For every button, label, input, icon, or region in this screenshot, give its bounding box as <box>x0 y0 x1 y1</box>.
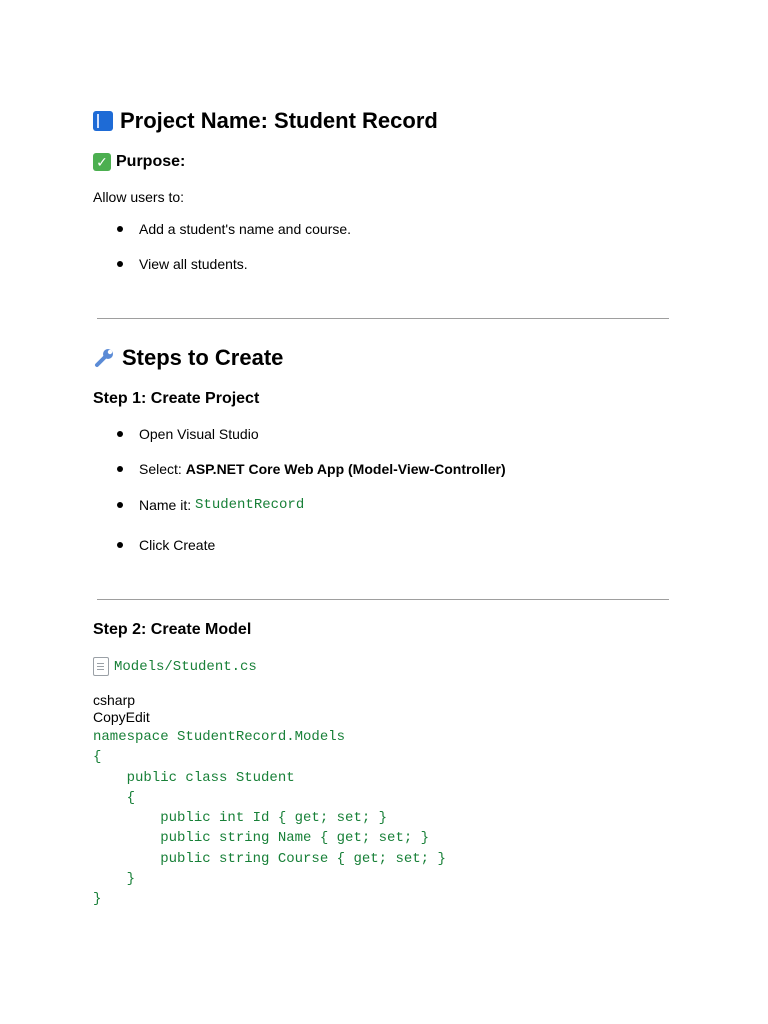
steps-heading <box>93 345 283 371</box>
file-path-text: Models/Student.cs <box>114 658 257 675</box>
purpose-heading-text: Purpose: <box>116 153 186 170</box>
steps-heading-text: Steps to Create <box>122 345 284 370</box>
code-language-label: csharp <box>93 692 136 708</box>
step1-item-prefix: Name it: <box>139 497 196 513</box>
model-file-path <box>93 657 257 676</box>
project-name-code: StudentRecord <box>195 497 305 513</box>
step1-item-text: Open Visual Studio <box>139 426 259 442</box>
step1-item-text: Click Create <box>139 537 216 553</box>
project-title-text: Project Name: Student Record <box>120 108 438 133</box>
bullet-dot <box>117 466 123 472</box>
purpose-item <box>117 256 248 272</box>
bullet-dot <box>117 261 123 267</box>
step1-item <box>117 537 215 553</box>
bullet-dot <box>117 431 123 437</box>
section-divider <box>97 318 669 319</box>
purpose-item <box>117 221 351 237</box>
step1-item <box>117 461 506 477</box>
purpose-item-text: Add a student's name and course. <box>139 221 352 237</box>
purpose-intro: Allow users to: <box>93 189 185 205</box>
project-title <box>93 108 438 134</box>
section-divider <box>97 599 669 600</box>
step1-item <box>117 426 259 442</box>
step1-item <box>117 497 304 513</box>
code-block: namespace StudentRecord.Models { public class Student { public int Id { get; set; } public string Name { get; set; } public string Course { get; set; } } } <box>93 729 446 908</box>
step1-item-bold: ASP.NET Core Web App (Model-View-Controller) <box>185 461 506 477</box>
bullet-dot <box>117 502 123 508</box>
step1-item-prefix: Select: <box>139 461 186 477</box>
step1-heading: Step 1: Create Project <box>93 390 260 407</box>
bullet-dot <box>117 226 123 232</box>
bullet-dot <box>117 542 123 548</box>
step2-heading: Step 2: Create Model <box>93 621 252 638</box>
wrench-icon <box>93 347 115 369</box>
copy-edit-label: CopyEdit <box>93 709 150 725</box>
purpose-heading <box>93 153 185 171</box>
document-icon <box>93 657 109 676</box>
check-icon: ✓ <box>93 153 111 171</box>
purpose-item-text: View all students. <box>139 256 248 272</box>
book-icon <box>93 111 113 131</box>
